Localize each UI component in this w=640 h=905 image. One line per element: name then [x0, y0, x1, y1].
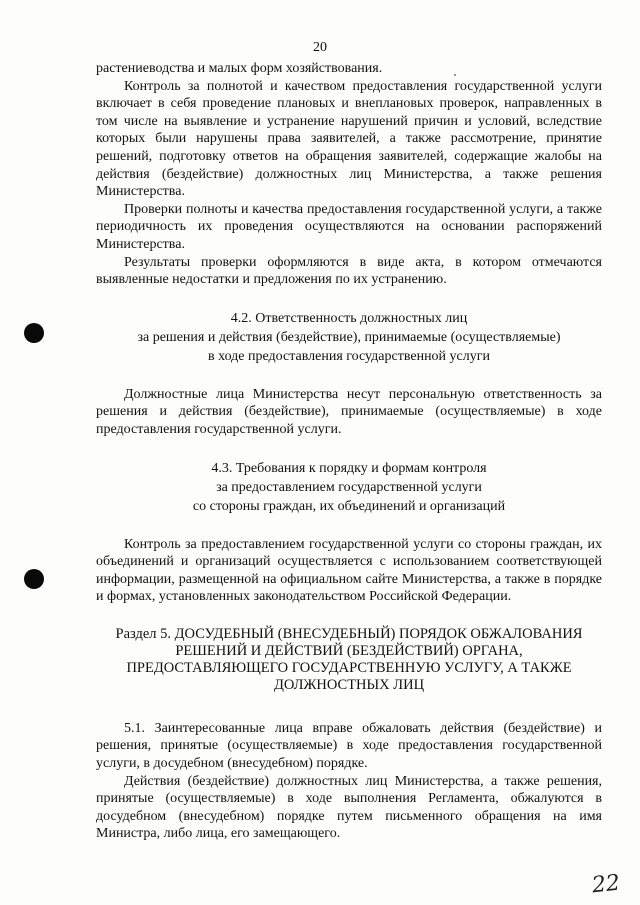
- heading-4-2-line-3: в ходе предоставления государственной услуги: [208, 348, 490, 364]
- binder-hole-top: [24, 323, 44, 343]
- scan-speck: [454, 74, 456, 76]
- paragraph-public-control: Контроль за предоставлением государственной услуги со стороны граждан, их объединений и организаций осуществляется с использованием соответствующей информации, размещенной на официальном сайте Министерства, а также в порядке и формах, установленных законодательством Российской Федерации.: [96, 536, 602, 605]
- page-number: 20: [313, 40, 327, 55]
- document-body: [96, 60, 602, 843]
- handwritten-sheet-number: 22: [590, 870, 622, 899]
- heading-4-2-line-1: 4.2. Ответственность должностных лиц: [230, 310, 468, 326]
- heading-4-3-line-2: за предоставлением государственной услуги: [216, 479, 482, 495]
- section-5-title-line-1: Раздел 5. ДОСУДЕБНЫЙ (ВНЕСУДЕБНЫЙ) ПОРЯДОК ОБЖАЛОВАНИЯ: [115, 625, 583, 642]
- heading-4-3-line-3: со стороны граждан, их объединений и организаций: [192, 498, 506, 514]
- section-5-title-line-2: РЕШЕНИЙ И ДЕЙСТВИЙ (БЕЗДЕЙСТВИЙ) ОРГАНА,: [175, 642, 523, 659]
- section-5-title-line-4: ДОЛЖНОСТНЫХ ЛИЦ: [273, 676, 425, 693]
- heading-4-2-line-2: за решения и действия (бездействие), принимаемые (осуществляемые): [137, 329, 561, 345]
- paragraph-inspections: Проверки полноты и качества предоставления государственной услуги, а также периодичность их проведения осуществляются на основании распоряжений Министерства.: [96, 201, 602, 252]
- paragraph-5-1: 5.1. Заинтересованные лица вправе обжаловать действия (бездействие) и решения, принятые (осуществляемые) в ходе предоставления государственной услуги, в досудебном (внесудебном) порядке.: [96, 720, 602, 772]
- binder-hole-bottom: [24, 569, 44, 589]
- section-heading-4-2: [96, 309, 602, 366]
- section-5-title-line-3: ПРЕДОСТАВЛЯЮЩЕГО ГОСУДАРСТВЕННУЮ УСЛУГУ, А ТАКЖЕ: [126, 659, 572, 676]
- paragraph-continuation: растениеводства и малых форм хозяйствования.: [96, 61, 383, 76]
- heading-4-3-line-1: 4.3. Требования к порядку и формам контроля: [211, 460, 487, 476]
- paragraph-inspection-results: Результаты проверки оформляются в виде акта, в котором отмечаются выявленные недостатки и предложения по их устранению.: [96, 254, 602, 288]
- section-heading-4-3: [96, 459, 602, 516]
- paragraph-appeal-procedure: Действия (бездействие) должностных лиц Министерства, а также решения, принятые (осуществляемые) в ходе выполнения Регламента, обжалуются в досудебном (внесудебном) порядке путем письменного обращения на имя Министра, либо лица, его замещающего.: [96, 773, 602, 842]
- paragraph-responsibility: Должностные лица Министерства несут персональную ответственность за решения и действия (бездействие), принимаемые (осуществляемые) в ходе предоставления государственной услуги.: [96, 386, 602, 437]
- paragraph-control-scope: Контроль за полнотой и качеством предоставления государственной услуги включает в себя проведение плановых и внеплановых проверок, направленных в том числе на выявление и устранение нарушений причин и условий, вследствие которых были нарушены права заявителей, а также рассмотрение, принятие решений, подготовку ответов на обращения заявителей, содержащие жалобы на действия (бездействие) должностных лиц Министерства, а также решения Министерства.: [96, 78, 602, 200]
- section-5-title: [96, 626, 602, 694]
